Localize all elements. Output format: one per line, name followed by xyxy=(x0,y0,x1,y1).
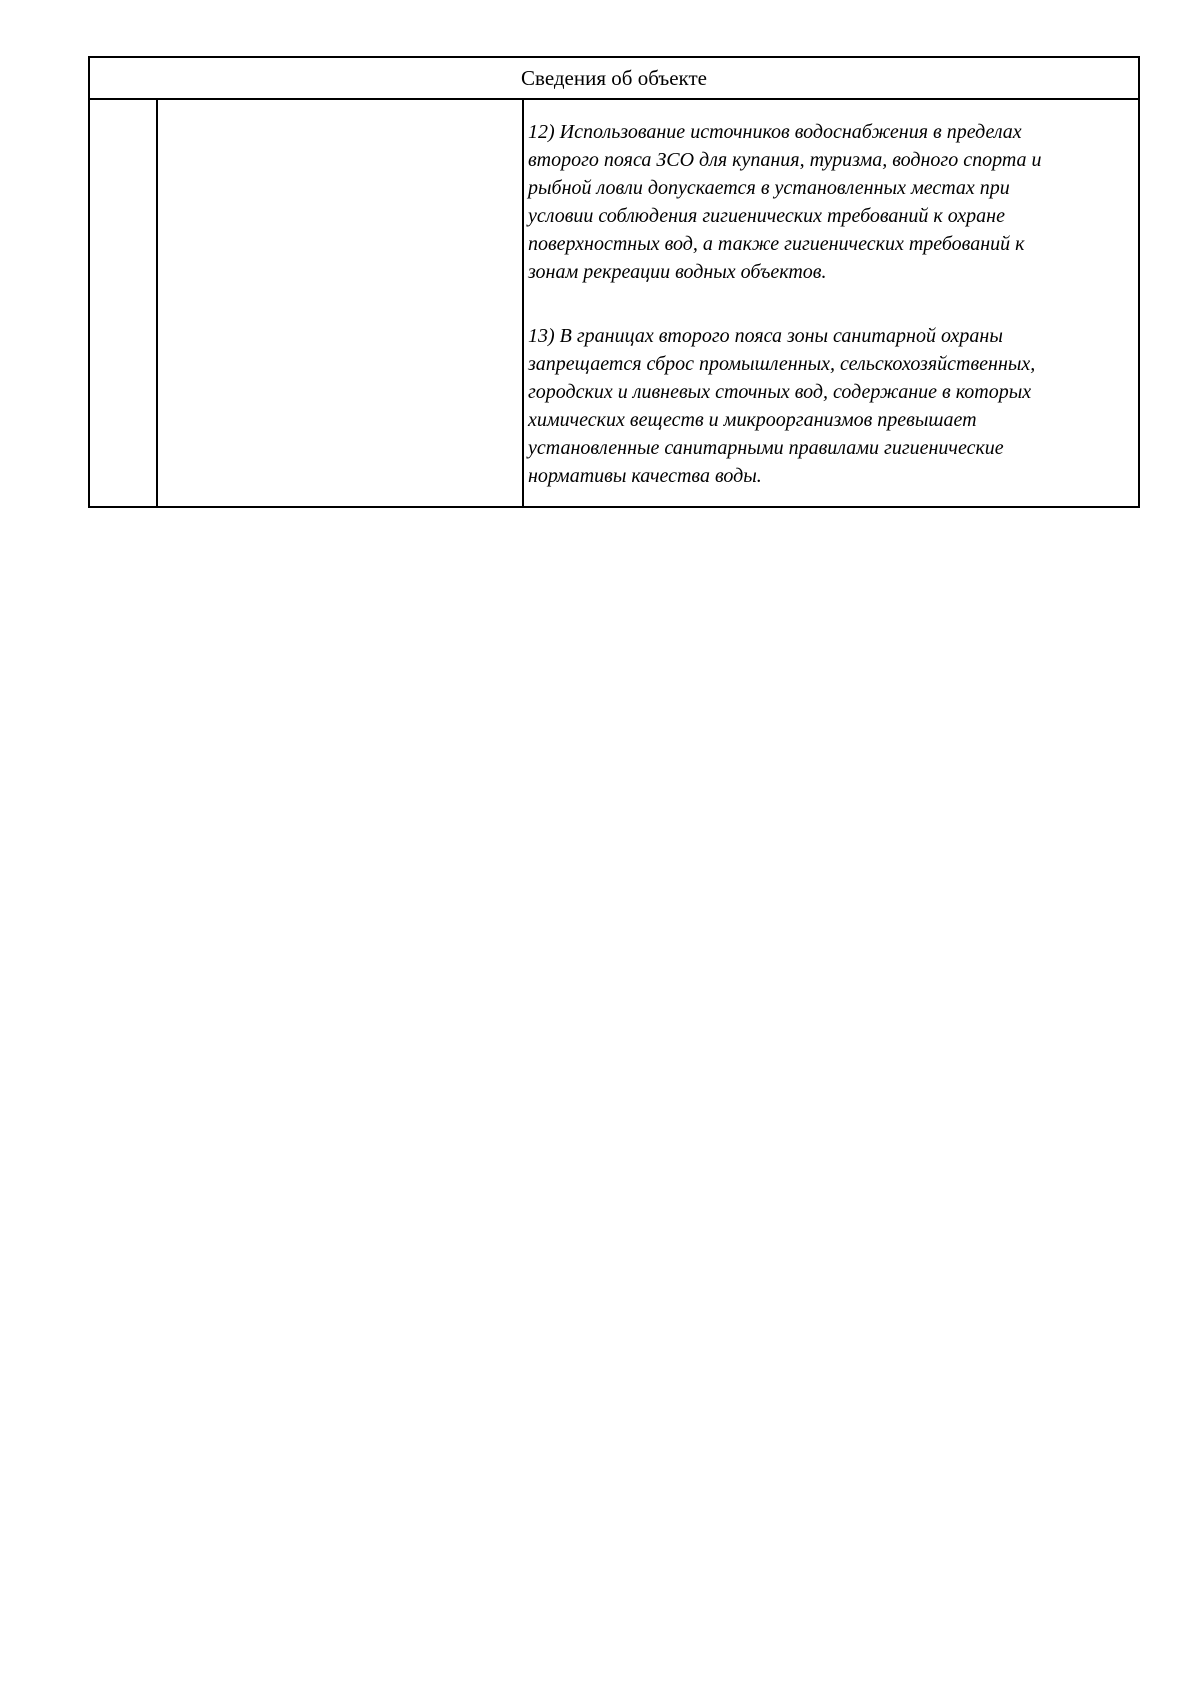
paragraph-13: 13) В границах второго пояса зоны санитарной охраны запрещается сброс промышленных, сельскохозяйственных, городских и ливневых сточных вод, содержание в которых химических веществ и микроорганизмов превышает установленные санитарными правилами гигиенические нормативы качества воды. xyxy=(528,325,1036,487)
object-info-table xyxy=(88,56,1140,508)
row-name-cell xyxy=(157,99,523,507)
paragraph-12: 12) Использование источников водоснабжения в пределах второго пояса ЗСО для купания, туризма, водного спорта и рыбной ловли допускается в установленных местах при условии соблюдения гигиенических требований к охране поверхностных вод, а также гигиенических требований к зонам рекреации водных объектов. xyxy=(528,121,1042,283)
table-header-title: Сведения об объекте xyxy=(89,57,1139,99)
table-row xyxy=(89,99,1139,507)
row-number-cell xyxy=(89,99,157,507)
row-description-cell xyxy=(523,99,1139,507)
table-header-row xyxy=(89,57,1139,99)
